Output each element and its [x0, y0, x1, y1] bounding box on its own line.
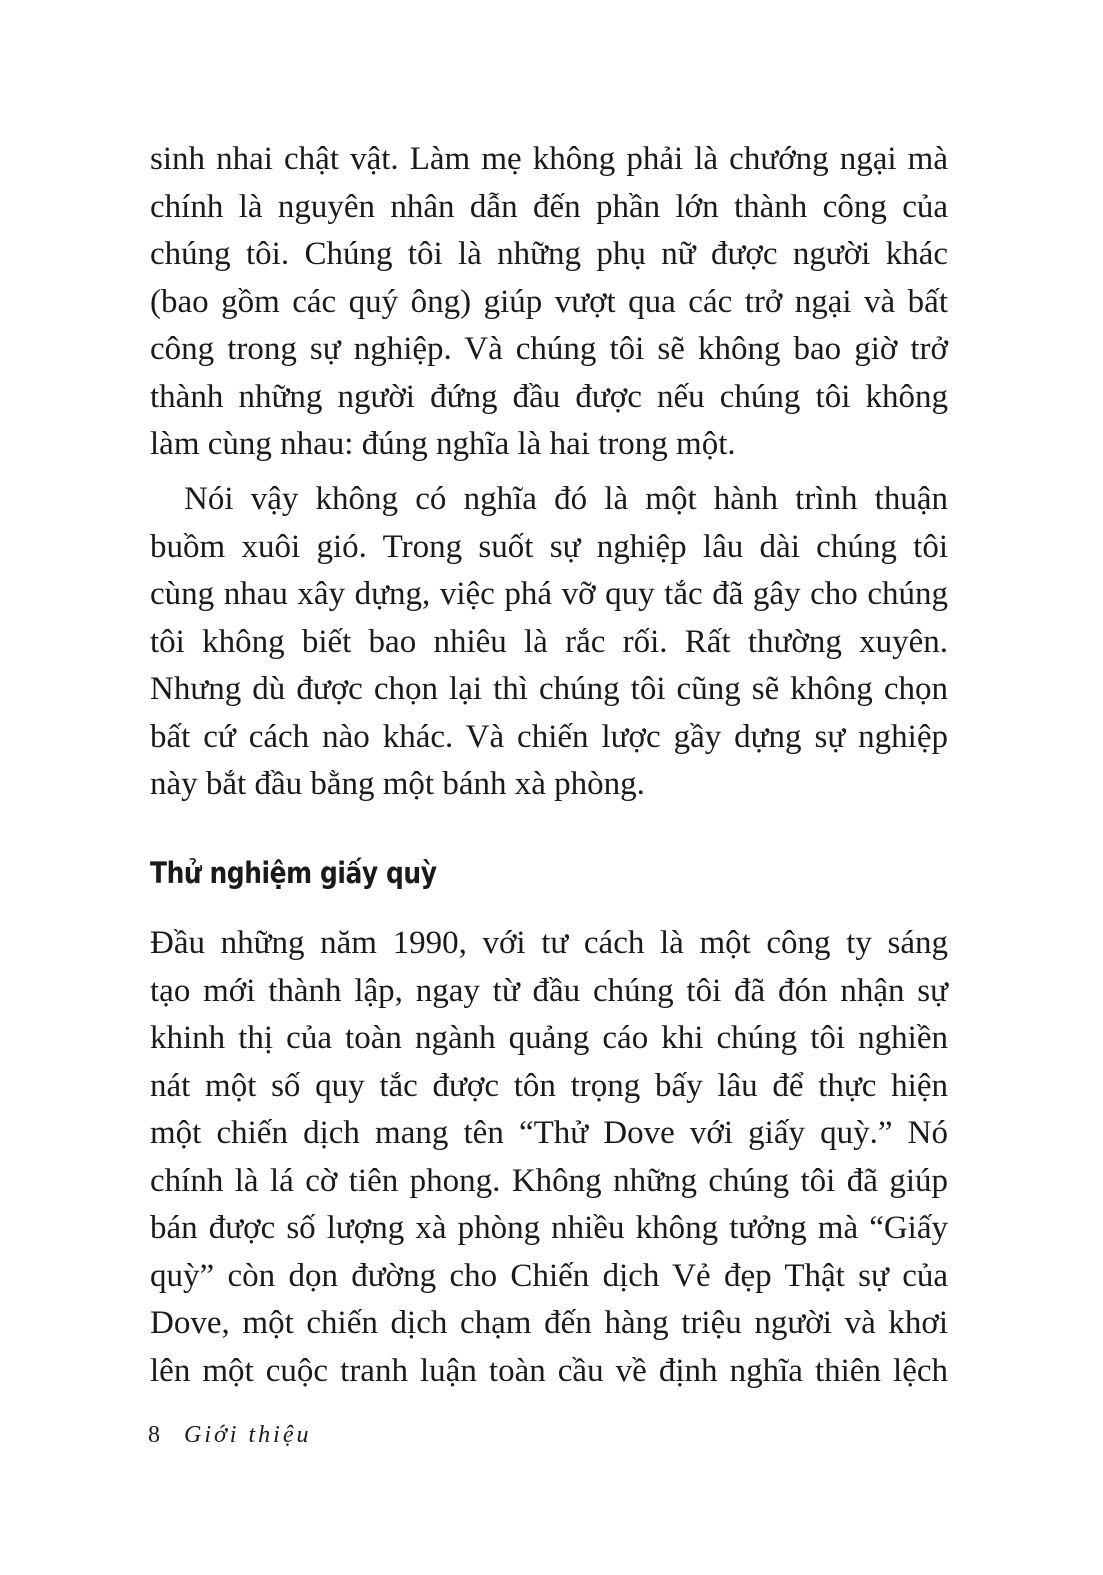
- text-line: bất cứ cách nào khác. Và chiến lược gầy dựng sự nghiệp: [150, 718, 948, 755]
- text-line: Nhưng dù được chọn lại thì chúng tôi cũng sẽ không chọn: [150, 671, 948, 707]
- section-heading: Thử nghiệm giấy quỳ: [150, 856, 437, 890]
- text-line: (bao gồm các quý ông) giúp vượt qua các trở ngại và bất: [150, 283, 948, 320]
- text-line: tạo mới thành lập, ngay từ đầu chúng tôi đã đón nhận sự: [150, 972, 948, 1009]
- page-number: 8: [148, 1422, 160, 1448]
- text-line: thành những người đứng đầu được nếu chúng tôi không: [150, 378, 948, 415]
- text-line: chính là lá cờ tiên phong. Không những chúng tôi đã giúp: [150, 1162, 948, 1199]
- paragraph-2: [150, 476, 948, 809]
- text-line: Đầu những năm 1990, với tư cách là một công ty sáng: [150, 925, 948, 961]
- running-section-title: Giới thiệu: [184, 1422, 312, 1448]
- paragraph-3: [150, 920, 948, 1395]
- text-line: này bắt đầu bằng một bánh xà phòng.: [150, 766, 645, 802]
- text-line: buồm xuôi gió. Trong suốt sự nghiệp lâu dài chúng tôi: [150, 528, 948, 565]
- text-line: chính là nguyên nhân dẫn đến phần lớn thành công của: [150, 188, 948, 225]
- text-line: bán được số lượng xà phòng nhiều không tưởng mà “Giấy: [150, 1210, 948, 1246]
- text-line: Nói vậy không có nghĩa đó là một hành trình thuận: [184, 481, 948, 517]
- text-line: Dove, một chiến dịch chạm đến hàng triệu người và khơi: [150, 1305, 948, 1341]
- text-line: công trong sự nghiệp. Và chúng tôi sẽ không bao giờ trở: [150, 331, 948, 367]
- page-footer: [148, 1422, 311, 1449]
- text-line: nát một số quy tắc được tôn trọng bấy lâu để thực hiện: [150, 1067, 948, 1104]
- text-line: tôi không biết bao nhiêu là rắc rối. Rất thường xuyên.: [150, 623, 948, 660]
- text-line: quỳ” còn dọn đường cho Chiến dịch Vẻ đẹp Thật sự của: [150, 1257, 948, 1294]
- text-line: khinh thị của toàn ngành quảng cáo khi chúng tôi nghiền: [150, 1020, 948, 1056]
- text-line: cùng nhau xây dựng, việc phá vỡ quy tắc đã gây cho chúng: [150, 576, 948, 612]
- text-line: một chiến dịch mang tên “Thử Dove với giấy quỳ.” Nó: [150, 1115, 948, 1151]
- text-line: làm cùng nhau: đúng nghĩa là hai trong một.: [150, 426, 736, 462]
- text-line: sinh nhai chật vật. Làm mẹ không phải là chướng ngại mà: [150, 141, 948, 177]
- text-line: lên một cuộc tranh luận toàn cầu về định nghĩa thiên lệch: [150, 1352, 948, 1389]
- paragraph-1: [150, 136, 948, 469]
- text-line: chúng tôi. Chúng tôi là những phụ nữ được người khác: [150, 236, 948, 272]
